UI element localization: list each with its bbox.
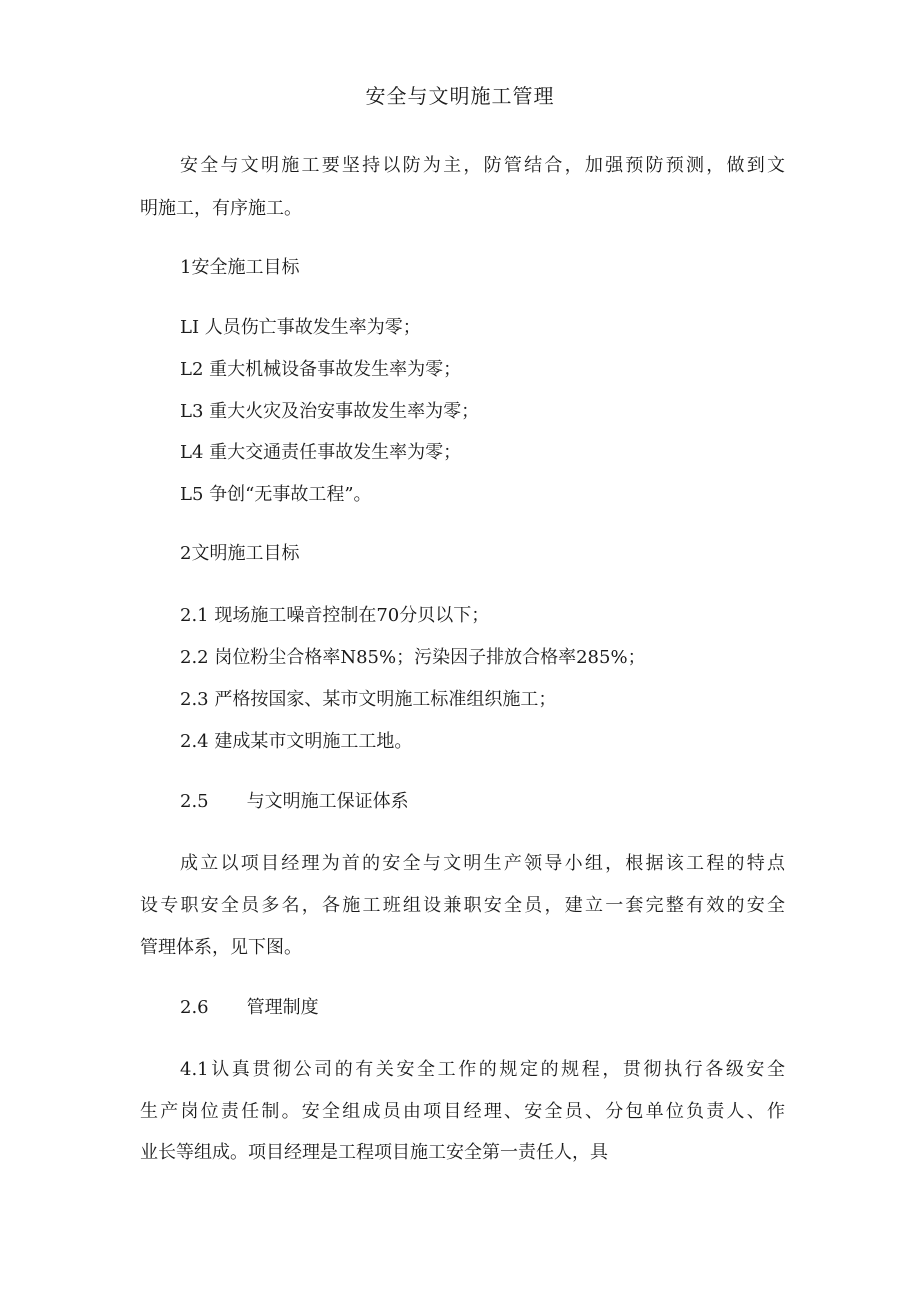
section26-heading bbox=[180, 996, 785, 1020]
section25-para-line-2: 设专职安全员多名，各施工班组设兼职安全员，建立一套完整有效的安全 bbox=[140, 895, 785, 916]
section26-para-line-3: 业长等组成。项目经理是工程项目施工安全第一责任人，具 bbox=[140, 1142, 608, 1163]
intro-line-1: 安全与文明施工要坚持以防为主，防管结合，加强预防预测，做到文 bbox=[180, 155, 785, 176]
section25-number: 2.5 bbox=[180, 791, 209, 812]
section26-number: 2.6 bbox=[180, 997, 209, 1018]
section1-item-1: LI 人员伤亡事故发生率为零； bbox=[180, 317, 421, 338]
section1-item-3: L3 重大火灾及治安事故发生率为零； bbox=[180, 401, 480, 422]
section25-title: 与文明施工保证体系 bbox=[246, 791, 409, 812]
section1-item-4: L4 重大交通责任事故发生率为零； bbox=[180, 442, 462, 463]
section26-para-line-1: 4.1认真贯彻公司的有关安全工作的规定的规程，贯彻执行各级安全 bbox=[180, 1059, 785, 1080]
section25-para-line-1: 成立以项目经理为首的安全与文明生产领导小组，根据该工程的特点 bbox=[180, 853, 785, 874]
section2-heading: 2文明施工目标 bbox=[180, 543, 300, 564]
section1-item-5: L5 争创“无事故工程”。 bbox=[180, 484, 372, 505]
section2-item-3: 2.3 严格按国家、某市文明施工标准组织施工； bbox=[180, 689, 557, 710]
section25-heading bbox=[180, 790, 785, 814]
section26-para-line-2: 生产岗位责任制。安全组成员由项目经理、安全员、分包单位负责人、作 bbox=[140, 1101, 785, 1122]
section25-para-line-3: 管理体系，见下图。 bbox=[140, 937, 302, 958]
intro-line-2: 明施工，有序施工。 bbox=[140, 198, 302, 219]
page-title: 安全与文明施工管理 bbox=[365, 84, 555, 108]
section2-item-4: 2.4 建成某市文明施工工地。 bbox=[180, 731, 413, 752]
section2-item-2: 2.2 岗位粉尘合格率N85%；污染因子排放合格率285%； bbox=[180, 647, 646, 668]
section1-item-2: L2 重大机械设备事故发生率为零； bbox=[180, 359, 462, 380]
section2-item-1: 2.1 现场施工噪音控制在70分贝以下； bbox=[180, 605, 490, 626]
section26-title: 管理制度 bbox=[246, 997, 319, 1018]
section1-heading: 1安全施工目标 bbox=[180, 257, 300, 278]
